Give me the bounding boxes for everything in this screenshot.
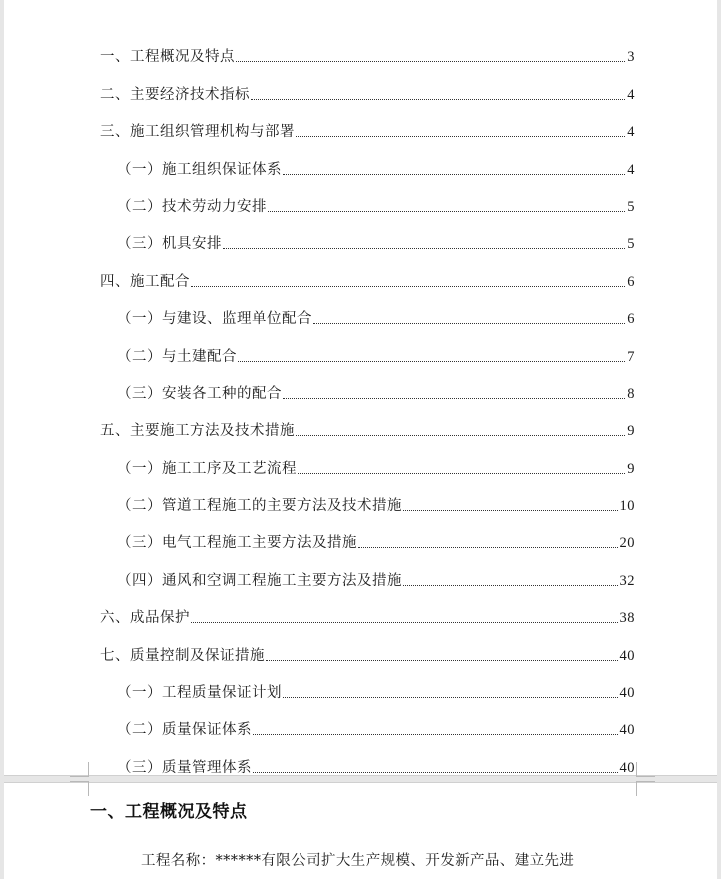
document-page-content <box>4 782 717 879</box>
toc-dot-leader <box>283 398 625 399</box>
toc-dot-leader <box>238 361 625 362</box>
toc-entry-title: （三）电气工程施工主要方法及措施 <box>117 535 357 552</box>
toc-entry-page-number: 4 <box>627 161 635 178</box>
toc-entry[interactable] <box>100 67 635 104</box>
toc-entry-page-number: 40 <box>619 759 635 776</box>
toc-dot-leader <box>253 734 618 735</box>
toc-dot-leader <box>313 323 625 324</box>
toc-dot-leader <box>191 622 618 623</box>
toc-entry[interactable] <box>100 142 635 179</box>
toc-entry[interactable] <box>100 740 635 777</box>
toc-entry-page-number: 4 <box>627 86 635 103</box>
toc-dot-leader <box>283 697 618 698</box>
document-page-toc <box>4 0 717 776</box>
toc-dot-leader <box>403 585 618 586</box>
toc-entry[interactable] <box>100 703 635 740</box>
toc-entry[interactable] <box>100 441 635 478</box>
table-of-contents <box>100 30 635 778</box>
toc-entry-title: （一）施工组织保证体系 <box>117 161 282 178</box>
toc-entry[interactable] <box>100 329 635 366</box>
toc-entry[interactable] <box>100 666 635 703</box>
toc-entry-title: 一、工程概况及特点 <box>100 49 235 66</box>
toc-entry[interactable] <box>100 591 635 628</box>
toc-entry-title: （三）安装各工种的配合 <box>117 385 282 402</box>
toc-entry[interactable] <box>100 553 635 590</box>
toc-dot-leader <box>296 435 625 436</box>
toc-entry-title: （三）质量管理体系 <box>117 759 252 776</box>
toc-entry-page-number: 40 <box>619 722 635 739</box>
toc-entry-page-number: 10 <box>619 498 635 515</box>
toc-entry-page-number: 40 <box>619 685 635 702</box>
toc-entry[interactable] <box>100 105 635 142</box>
toc-entry-title: （二）技术劳动力安排 <box>117 198 267 215</box>
toc-dot-leader <box>296 136 625 137</box>
toc-entry-title: （一）施工工序及工艺流程 <box>117 460 297 477</box>
toc-entry-title: 三、施工组织管理机构与部署 <box>100 124 295 141</box>
toc-entry-page-number: 9 <box>627 460 635 477</box>
toc-entry[interactable] <box>100 180 635 217</box>
toc-entry[interactable] <box>100 217 635 254</box>
toc-entry-title: （三）机具安排 <box>117 236 222 253</box>
toc-entry-page-number: 38 <box>619 610 635 627</box>
toc-entry-page-number: 3 <box>627 49 635 66</box>
toc-entry-title: 四、施工配合 <box>100 273 190 290</box>
toc-entry-title: 五、主要施工方法及技术措施 <box>100 423 295 440</box>
toc-entry-page-number: 40 <box>619 647 635 664</box>
page-corner-mark <box>70 781 89 796</box>
toc-dot-leader <box>191 286 625 287</box>
page-corner-mark <box>636 781 655 796</box>
toc-entry-title: 七、质量控制及保证措施 <box>100 647 265 664</box>
toc-dot-leader <box>403 510 618 511</box>
toc-dot-leader <box>283 174 625 175</box>
page-corner-mark <box>70 762 89 777</box>
body-paragraph: 工程名称：******有限公司扩大生产规模、开发新产品、建立先进 <box>141 853 575 869</box>
toc-entry-page-number: 7 <box>627 348 635 365</box>
toc-dot-leader <box>358 547 618 548</box>
toc-entry[interactable] <box>100 404 635 441</box>
toc-entry-title: 六、成品保护 <box>100 610 190 627</box>
toc-entry-page-number: 5 <box>627 198 635 215</box>
toc-entry[interactable] <box>100 292 635 329</box>
toc-dot-leader <box>223 248 625 249</box>
toc-entry[interactable] <box>100 479 635 516</box>
toc-dot-leader <box>298 473 625 474</box>
section-heading: 一、工程概况及特点 <box>90 802 248 822</box>
toc-entry-page-number: 8 <box>627 385 635 402</box>
toc-entry[interactable] <box>100 516 635 553</box>
toc-dot-leader <box>236 61 625 62</box>
toc-entry[interactable] <box>100 30 635 67</box>
toc-dot-leader <box>266 660 618 661</box>
toc-dot-leader <box>253 772 618 773</box>
toc-entry-page-number: 6 <box>627 311 635 328</box>
toc-entry-title: （二）质量保证体系 <box>117 722 252 739</box>
toc-dot-leader <box>251 99 625 100</box>
toc-entry-title: （二）管道工程施工的主要方法及技术措施 <box>117 498 402 515</box>
toc-entry[interactable] <box>100 628 635 665</box>
toc-entry-title: （四）通风和空调工程施工主要方法及措施 <box>117 572 402 589</box>
toc-entry-title: （二）与土建配合 <box>117 348 237 365</box>
toc-entry-page-number: 6 <box>627 273 635 290</box>
toc-entry-title: （一）与建设、监理单位配合 <box>117 311 312 328</box>
toc-entry[interactable] <box>100 254 635 291</box>
toc-entry-page-number: 32 <box>619 572 635 589</box>
toc-entry-page-number: 20 <box>619 535 635 552</box>
toc-dot-leader <box>268 211 625 212</box>
toc-entry-title: 二、主要经济技术指标 <box>100 86 250 103</box>
toc-entry[interactable] <box>100 367 635 404</box>
page-corner-mark <box>636 762 655 777</box>
toc-entry-page-number: 9 <box>627 423 635 440</box>
toc-entry-page-number: 5 <box>627 236 635 253</box>
toc-entry-page-number: 4 <box>627 124 635 141</box>
toc-entry-title: （一）工程质量保证计划 <box>117 685 282 702</box>
